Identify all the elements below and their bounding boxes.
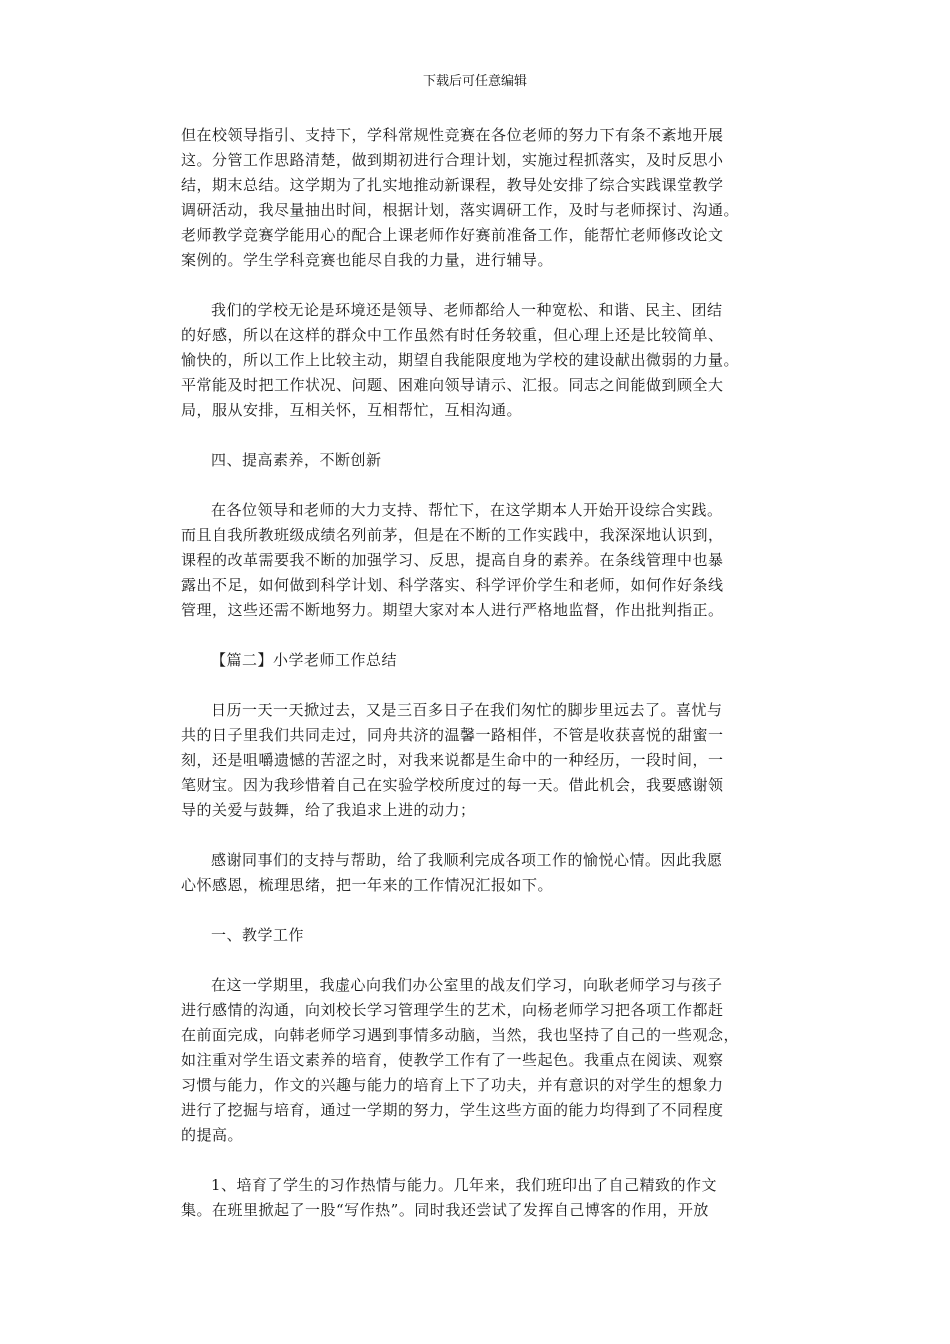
header-note: 下载后可任意编辑 xyxy=(422,74,527,89)
article-title: 【篇二】小学老师工作总结 xyxy=(211,651,398,669)
text-line: 但在校领导指引、支持下，学科常规性竞赛在各位老师的努力下有条不紊地开展 xyxy=(181,126,724,144)
text-line: 感谢同事们的支持与帮助，给了我顺利完成各项工作的愉悦心情。因此我愿 xyxy=(211,851,723,869)
text-line: 习惯与能力，作文的兴趣与能力的培育上下了功夫，并有意识的对学生的想象力 xyxy=(181,1076,724,1094)
text-line: 在前面完成，向韩老师学习遇到事情多动脑，当然，我也坚持了自己的一些观念， xyxy=(181,1026,740,1044)
text-line: 而且自我所教班级成绩名列前茅，但是在不断的工作实践中，我深深地认识到， xyxy=(181,526,724,544)
text-line: 调研活动，我尽量抽出时间，根据计划，落实调研工作，及时与老师探讨、沟通。 xyxy=(181,201,740,219)
text-line: 刻，还是咀嚼遗憾的苦涩之时，对我来说都是生命中的一种经历，一段时间，一 xyxy=(181,751,724,769)
text-line: 这。分管工作思路清楚，做到期初进行合理计划，实施过程抓落实，及时反思小 xyxy=(181,151,724,169)
text-line: 结，期末总结。这学期为了扎实地推动新课程，教导处安排了综合实践课堂教学 xyxy=(181,176,724,194)
text-line: 1、培育了学生的习作热情与能力。几年来，我们班印出了自己精致的作文 xyxy=(211,1176,718,1194)
section-heading: 一、教学工作 xyxy=(211,926,305,944)
paragraph xyxy=(181,498,777,623)
text-line: 平常能及时把工作状况、问题、困难向领导请示、汇报。同志之间能做到顾全大 xyxy=(181,376,724,394)
text-line: 日历一天一天掀过去，又是三百多日子在我们匆忙的脚步里远去了。喜忧与 xyxy=(211,701,723,719)
text-line: 如注重对学生语文素养的培育，使教学工作有了一些起色。我重点在阅读、观察 xyxy=(181,1051,724,1069)
paragraph xyxy=(181,1173,777,1223)
text-line: 集。在班里掀起了一股“写作热”。同时我还尝试了发挥自己博客的作用，开放 xyxy=(181,1201,709,1219)
paragraph xyxy=(181,298,777,423)
text-line: 局，服从安排，互相关怀，互相帮忙，互相沟通。 xyxy=(181,401,523,419)
section-heading: 四、提高素养，不断创新 xyxy=(211,451,382,469)
text-line: 愉快的，所以工作上比较主动，期望自我能限度地为学校的建设献出微弱的力量。 xyxy=(181,351,740,369)
text-line: 露出不足，如何做到科学计划、科学落实、科学评价学生和老师，如何作好条线 xyxy=(181,576,724,594)
text-line: 老师教学竞赛学能用心的配合上课老师作好赛前准备工作，能帮忙老师修改论文 xyxy=(181,226,724,244)
text-line: 进行感情的沟通，向刘校长学习管理学生的艺术，向杨老师学习把各项工作都赶 xyxy=(181,1001,724,1019)
text-line: 案例的。学生学科竞赛也能尽自我的力量，进行辅导。 xyxy=(181,251,554,269)
text-line: 的提高。 xyxy=(181,1126,244,1144)
text-line: 课程的改革需要我不断的加强学习、反思，提高自身的素养。在条线管理中也暴 xyxy=(181,551,724,569)
paragraph xyxy=(181,848,777,898)
text-line: 笔财宝。因为我珍惜着自己在实验学校所度过的每一天。借此机会，我要感谢领 xyxy=(181,776,724,794)
text-line: 进行了挖掘与培育，通过一学期的努力，学生这些方面的能力均得到了不同程度 xyxy=(181,1101,724,1119)
paragraph xyxy=(181,973,777,1148)
text-line: 导的关爱与鼓舞，给了我追求上进的动力； xyxy=(181,801,476,819)
paragraph xyxy=(181,123,777,273)
text-line: 在这一学期里，我虚心向我们办公室里的战友们学习，向耿老师学习与孩子 xyxy=(211,976,723,994)
document-body xyxy=(181,123,777,1248)
text-line: 我们的学校无论是环境还是领导、老师都给人一种宽松、和谐、民主、团结 xyxy=(211,301,723,319)
paragraph xyxy=(181,698,777,823)
text-line: 在各位领导和老师的大力支持、帮忙下，在这学期本人开始开设综合实践。 xyxy=(211,501,723,519)
text-line: 共的日子里我们共同走过，同舟共济的温馨一路相伴，不管是收获喜悦的甜蜜一 xyxy=(181,726,724,744)
text-line: 心怀感恩，梳理思绪，把一年来的工作情况汇报如下。 xyxy=(181,876,554,894)
text-line: 的好感，所以在这样的群众中工作虽然有时任务较重，但心理上还是比较简单、 xyxy=(181,326,724,344)
text-line: 管理，这些还需不断地努力。期望大家对本人进行严格地监督，作出批判指正。 xyxy=(181,601,724,619)
